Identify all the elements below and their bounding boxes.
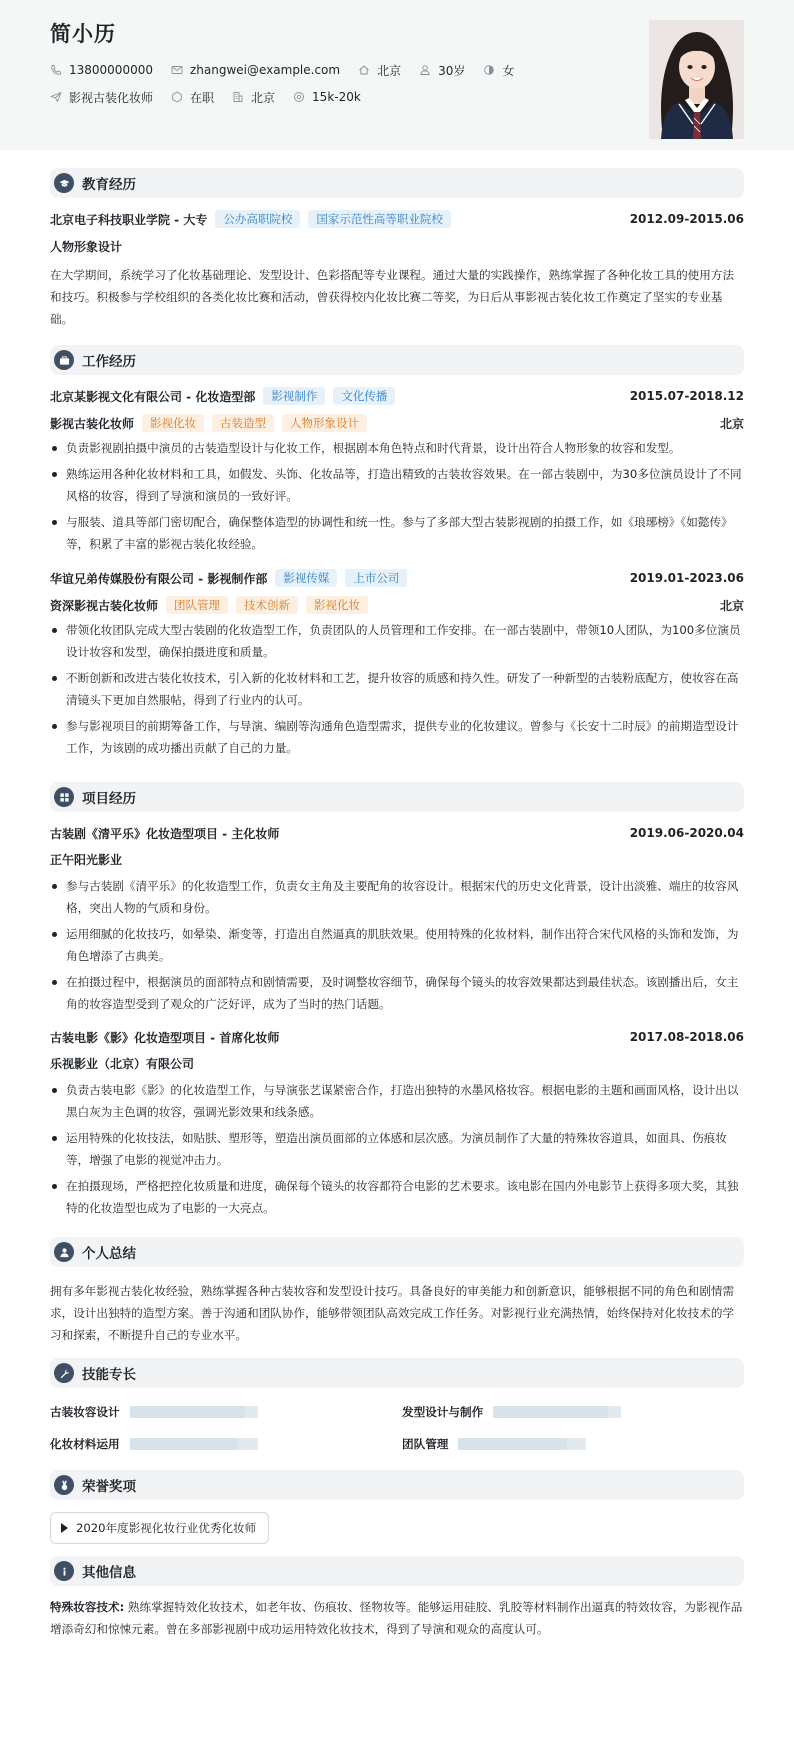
job-bullet: 参与影视项目的前期筹备工作，与导演、编剧等沟通角色造型需求，提供专业的化妆建议。曾参与《长安十二时辰》的前期造型设计工作，为该剧的成功播出贡献了自己的力量。 [50, 715, 744, 759]
award-item[interactable] [50, 1512, 269, 1544]
project-entry-row [50, 822, 744, 844]
project-date: 2017.08-2018.06 [629, 1030, 744, 1044]
medal-icon [54, 1475, 74, 1495]
skill-item [50, 1404, 402, 1420]
location-info [358, 62, 401, 79]
email-info [171, 63, 340, 77]
project-bullets [50, 1079, 744, 1219]
company-name: 北京某影视文化有限公司 - 化妆造型部 [50, 389, 256, 404]
work-section-header [50, 345, 744, 375]
company-tag: 文化传播 [333, 387, 395, 405]
summary-text: 拥有多年影视古装化妆经验，熟练掌握各种古装妆容和发型设计技巧。具备良好的审美能力和创新意识，能够根据不同的角色和剧情需求，设计出独特的造型方案。善于沟通和团队协作，能够带领团队高效完成工作任务。对影视行业充满热情，始终保持对化妆技术的学习和探索，不断提升自己的专业水平。 [50, 1284, 735, 1342]
triangle-right-icon [61, 1523, 68, 1533]
project-bullet: 运用特殊的化妆技法，如贴肤、塑形等，塑造出演员面部的立体感和层次感。为演员制作了大量的特殊妆容道具，如面具、伤痕妆等，增强了电影的视觉冲击力。 [50, 1127, 744, 1171]
education-section-header [50, 168, 744, 198]
school-name: 北京电子科技职业学院 - 大专 [50, 212, 208, 227]
person-icon [54, 1242, 74, 1262]
company-tag: 上市公司 [345, 569, 407, 587]
project-bullet: 在拍摄现场，严格把控化妆质量和进度，确保每个镜头的妆容都符合电影的艺术要求。该电影在国内外电影节上获得多项大奖，其独特的化妆造型也成为了电影的一大亮点。 [50, 1175, 744, 1219]
position-left [50, 414, 367, 432]
company-tag: 影视制作 [263, 387, 325, 405]
job-city: 北京 [719, 598, 744, 613]
job-row [50, 89, 744, 105]
school-tag: 公办高职院校 [215, 210, 300, 228]
age-text: 30岁 [438, 63, 466, 78]
other-title: 其他信息 [82, 1565, 136, 1581]
project-date: 2019.06-2020.04 [629, 826, 744, 840]
status-icon [171, 91, 183, 103]
project-bullet: 负责古装电影《影》的化妆造型工作，与导演张艺谋紧密合作，打造出独特的水墨风格妆容。根据电影的主题和画面风格，设计出以黑白灰为主色调的妆容，强调光影效果和线条感。 [50, 1079, 744, 1123]
education-description: 在大学期间，系统学习了化妆基础理论、发型设计、色彩搭配等专业课程。通过大量的实践操作，熟练掌握了各种化妆工具的使用方法和技巧。积极参与学校组织的各类化妆比赛和活动，曾获得校内化妆比赛二等奖，为日后从事影视古装化妆工作奠定了坚实的专业基础。 [50, 268, 735, 326]
position-tag: 团队管理 [166, 596, 228, 614]
target-city-info [232, 89, 275, 106]
skill-item [402, 1436, 744, 1452]
job-bullets [50, 437, 744, 555]
project-entry-row [50, 1026, 744, 1048]
skill-bar [130, 1438, 258, 1450]
graduation-cap-icon [54, 173, 74, 193]
building-icon [232, 91, 244, 103]
gender-icon [483, 64, 495, 76]
resume-header [0, 0, 794, 150]
skill-item [50, 1436, 402, 1452]
status-info [171, 89, 214, 106]
education-major: 人物形象设计 [50, 240, 123, 254]
job-bullet: 带领化妆团队完成大型古装剧的化妆造型工作，负责团队的人员管理和工作安排。在一部古装剧中，带领10人团队，为100多位演员设计妆容和发型，确保拍摄进度和质量。 [50, 619, 744, 663]
skill-name: 古装妆容设计 [50, 1405, 120, 1419]
skill-bar-fill [130, 1438, 239, 1450]
skill-bar [130, 1406, 258, 1418]
briefcase-icon [54, 350, 74, 370]
position-tag: 古装造型 [212, 414, 274, 432]
projects-title: 项目经历 [82, 791, 136, 807]
gender-info [483, 62, 514, 79]
job-bullet: 与服装、道具等部门密切配合，确保整体造型的协调性和统一性。参与了多部大型古装影视剧的拍摄工作，如《琅琊榜》《如懿传》等，积累了丰富的影视古装化妆经验。 [50, 511, 744, 555]
school-tag: 国家示范性高等职业院校 [308, 210, 451, 228]
status-text: 在职 [190, 90, 215, 105]
company-name: 华谊兄弟传媒股份有限公司 - 影视制作部 [50, 571, 268, 586]
location-text: 北京 [377, 63, 402, 78]
send-icon [50, 91, 62, 103]
job-city: 北京 [719, 416, 744, 431]
age-info [419, 62, 465, 79]
job-date: 2015.07-2018.12 [629, 389, 744, 403]
education-entry-row [50, 208, 744, 230]
skill-name: 团队管理 [402, 1437, 449, 1451]
company-tag: 影视传媒 [275, 569, 337, 587]
skill-bar-fill [130, 1406, 245, 1418]
position-title: 影视古装化妆师 [50, 416, 135, 431]
phone-text: 13800000000 [69, 63, 153, 77]
job-title-text: 影视古装化妆师 [69, 90, 154, 105]
skills-grid [50, 1404, 744, 1452]
home-icon [358, 64, 370, 76]
contact-row [50, 62, 744, 78]
wrench-icon [54, 1363, 74, 1383]
other-text: 熟练掌握特效化妆技术，如老年妆、伤痕妆、怪物妆等。能够运用硅胶、乳胶等材料制作出逼真的特效妆容，为影视作品增添奇幻和惊悚元素。曾在多部影视剧中成功运用特效化妆技术，得到了导演和观众的高度认可。 [50, 1600, 743, 1636]
portrait-image [649, 20, 744, 139]
summary-title: 个人总结 [82, 1246, 136, 1262]
skill-bar [458, 1438, 586, 1450]
grid-icon [54, 787, 74, 807]
info-icon [54, 1561, 74, 1581]
profile-photo [649, 20, 744, 139]
skill-bar [493, 1406, 621, 1418]
job-date: 2019.01-2023.06 [629, 571, 744, 585]
education-title: 教育经历 [82, 177, 136, 193]
job-entry-left [50, 569, 407, 587]
gender-text: 女 [502, 63, 515, 78]
other-info [50, 1596, 744, 1640]
skill-bar-fill [458, 1438, 567, 1450]
awards-section-header [50, 1470, 744, 1500]
skill-item [402, 1404, 744, 1420]
user-icon [419, 64, 431, 76]
job-bullet: 不断创新和改进古装化妆技术，引入新的化妆材料和工艺，提升妆容的质感和持久性。研发了一种新型的古装粉底配方，使妆容在高清镜头下更加自然服帖，得到了行业内的认可。 [50, 667, 744, 711]
position-title: 资深影视古装化妆师 [50, 598, 159, 613]
project-bullet: 运用细腻的化妆技巧，如晕染、渐变等，打造出自然逼真的肌肤效果。使用特殊的化妆材料，制作出符合宋代风格的头饰和发饰，为角色增添了古典美。 [50, 923, 744, 967]
project-org: 正午阳光影业 [50, 853, 123, 867]
summary-section-header [50, 1237, 744, 1267]
awards-title: 荣誉奖项 [82, 1479, 136, 1495]
phone-icon [50, 64, 62, 76]
skill-name: 化妆材料运用 [50, 1437, 120, 1451]
target-city-text: 北京 [251, 90, 276, 105]
position-tag: 影视化妆 [306, 596, 368, 614]
job-bullet: 熟练运用各种化妆材料和工具，如假发、头饰、化妆品等，打造出精致的古装妆容效果。在一部古装剧中，为30多位演员设计了不同风格的妆容，得到了导演和演员的一致好评。 [50, 463, 744, 507]
other-label: 特殊妆容技术: [50, 1600, 125, 1614]
position-tag: 人物形象设计 [282, 414, 367, 432]
project-bullet: 参与古装剧《清平乐》的化妆造型工作，负责女主角及主要配角的妆容设计。根据宋代的历史文化背景，设计出淡雅、端庄的妆容风格，突出人物的气质和身份。 [50, 875, 744, 919]
resume-body [0, 168, 794, 1640]
salary-text: 15k-20k [312, 90, 361, 104]
job-entry-row [50, 385, 744, 407]
awards-list [50, 1512, 744, 1544]
skill-bar-fill [493, 1406, 608, 1418]
work-title: 工作经历 [82, 354, 136, 370]
position-tag: 影视化妆 [142, 414, 204, 432]
education-entry-left [50, 210, 451, 228]
position-row [50, 594, 744, 616]
award-text: 2020年度影视化妆行业优秀化妆师 [76, 1521, 257, 1535]
project-name: 古装剧《清平乐》化妆造型项目 - 主化妆师 [50, 826, 280, 841]
project-org: 乐视影业（北京）有限公司 [50, 1057, 195, 1071]
project-bullets [50, 875, 744, 1015]
position-tag: 技术创新 [236, 596, 298, 614]
education-date: 2012.09-2015.06 [629, 212, 744, 226]
project-bullet: 在拍摄过程中，根据演员的面部特点和剧情需要，及时调整妆容细节，确保每个镜头的妆容效果都达到最佳状态。该剧播出后，女主角的妆容造型受到了观众的广泛好评，成为了当时的热门话题。 [50, 971, 744, 1015]
position-left [50, 596, 368, 614]
skills-section-header [50, 1358, 744, 1388]
skills-title: 技能专长 [82, 1367, 136, 1383]
position-row [50, 412, 744, 434]
job-entry-row [50, 567, 744, 589]
candidate-name: 简小历 [50, 22, 116, 46]
job-title-info [50, 89, 153, 106]
phone-info [50, 63, 153, 77]
coin-icon [293, 91, 305, 103]
project-name: 古装电影《影》化妆造型项目 - 首席化妆师 [50, 1030, 280, 1045]
salary-info [293, 90, 361, 104]
other-section-header [50, 1556, 744, 1586]
job-bullet: 负责影视剧拍摄中演员的古装造型设计与化妆工作，根据剧本角色特点和时代背景，设计出符合人物形象的妆容和发型。 [50, 437, 744, 459]
job-bullets [50, 619, 744, 759]
mail-icon [171, 64, 183, 76]
projects-section-header [50, 782, 744, 812]
job-entry-left [50, 387, 395, 405]
email-text: zhangwei@example.com [189, 63, 341, 77]
skill-name: 发型设计与制作 [402, 1405, 484, 1419]
